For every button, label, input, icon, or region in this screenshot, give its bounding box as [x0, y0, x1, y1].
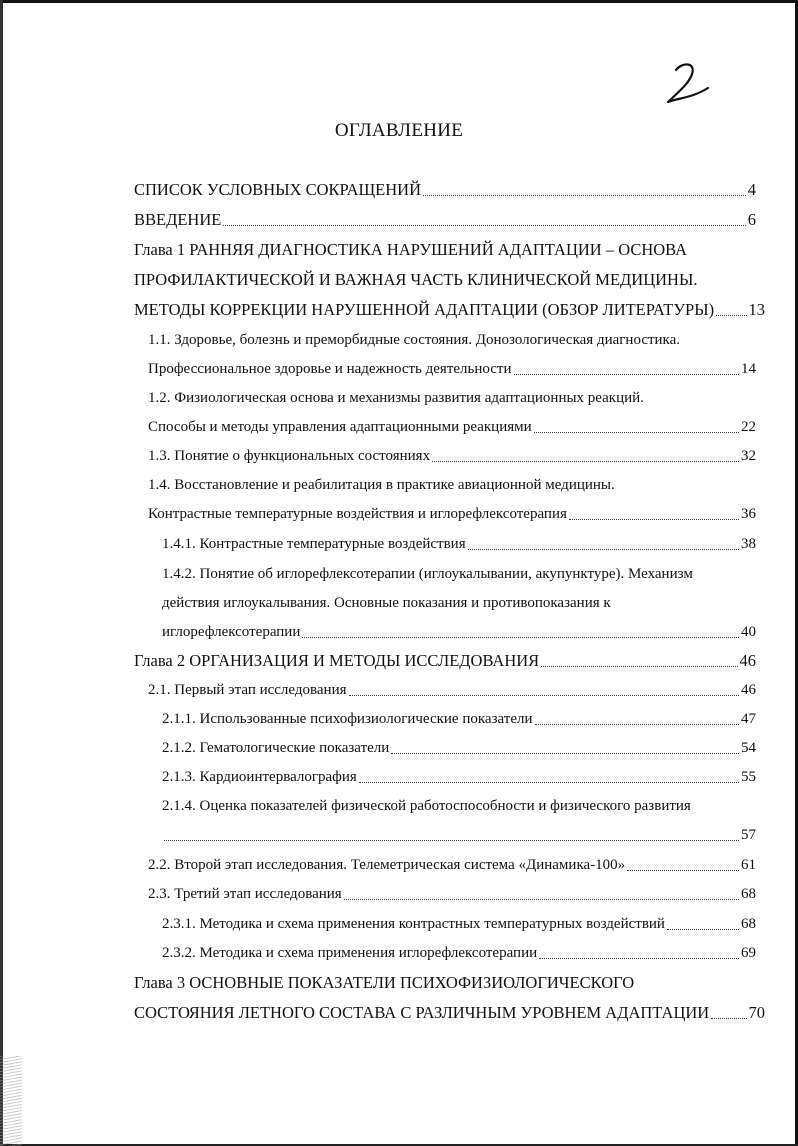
toc-entry-introduction: ВВЕДЕНИЕ 6: [134, 210, 756, 229]
toc-entry-1-4-line1: 1.4. Восстановление и реабилитация в практике авиационной медицины.: [148, 477, 615, 493]
leader-dots: [359, 781, 739, 783]
leader-dots: [716, 314, 746, 316]
leader-dots: [569, 518, 739, 520]
toc-entry-chapter3: СОСТОЯНИЯ ЛЕТНОГО СОСТАВА С РАЗЛИЧНЫМ УРОВНЕМ АДАПТАЦИИ 70: [134, 1003, 765, 1022]
leader-dots: [432, 460, 739, 462]
leader-dots: [344, 898, 739, 900]
leader-dots: [164, 839, 739, 841]
toc-entry-1-4: Контрастные температурные воздействия и иглорефлексотерапия 36: [148, 506, 756, 522]
scan-border-top: [0, 0, 798, 3]
handwritten-page-number: [662, 58, 714, 108]
leader-dots: [423, 194, 746, 196]
leader-dots: [711, 1017, 746, 1019]
toc-entry-2-2: 2.2. Второй этап исследования. Телеметрическая система «Динамика-100» 61: [148, 857, 756, 873]
toc-entry-2-1-4: 57: [162, 821, 756, 849]
leader-dots: [468, 548, 739, 550]
leader-dots: [534, 431, 739, 433]
page-title: ОГЛАВЛЕНИЕ: [334, 120, 464, 141]
toc-entry-2-1: 2.1. Первый этап исследования 46: [148, 682, 756, 698]
leader-dots: [539, 957, 739, 959]
scan-edge-noise: [0, 1056, 22, 1146]
leader-dots: [302, 636, 739, 638]
toc-entry-1-1-line1: 1.1. Здоровье, болезнь и преморбидные состояния. Донозологическая диагностика.: [148, 332, 681, 348]
toc-entry-2-1-4-line1: 2.1.4. Оценка показателей физической работоспособности и физического развития: [162, 798, 691, 814]
leader-dots: [514, 373, 740, 375]
toc-entry-2-3: 2.3. Третий этап исследования 68: [148, 886, 756, 902]
toc-entry-abbreviations: СПИСОК УСЛОВНЫХ СОКРАЩЕНИЙ 4: [134, 180, 756, 199]
toc-entry-2-1-3: 2.1.3. Кардиоинтервалография 55: [162, 769, 756, 785]
toc-entry-chapter1: МЕТОДЫ КОРРЕКЦИИ НАРУШЕННОЙ АДАПТАЦИИ (ОБЗОР ЛИТЕРАТУРЫ) 13: [134, 300, 765, 319]
toc-entry-2-1-1: 2.1.1. Использованные психофизиологические показатели 47: [162, 711, 756, 727]
leader-dots: [535, 723, 740, 725]
toc-entry-chapter3-line1: Глава 3 ОСНОВНЫЕ ПОКАЗАТЕЛИ ПСИХОФИЗИОЛОГИЧЕСКОГО: [134, 973, 635, 992]
toc-entry-2-3-1: 2.3.1. Методика и схема применения контрастных температурных воздействий 68: [162, 916, 756, 932]
toc-entry-chapter1-line2: ПРОФИЛАКТИЧЕСКОЙ И ВАЖНАЯ ЧАСТЬ КЛИНИЧЕСКОЙ МЕДИЦИНЫ.: [134, 270, 698, 289]
toc-entry-1-3: 1.3. Понятие о функциональных состояниях 32: [148, 448, 756, 464]
toc-entry-1-4-2: иглорефлексотерапии 40: [162, 624, 756, 640]
leader-dots: [667, 928, 739, 930]
toc-entry-chapter2: Глава 2 ОРГАНИЗАЦИЯ И МЕТОДЫ ИССЛЕДОВАНИЯ 46: [134, 651, 756, 670]
toc-entry-2-1-2: 2.1.2. Гематологические показатели 54: [162, 740, 756, 756]
leader-dots: [541, 665, 737, 667]
toc-entry-1-2: Способы и методы управления адаптационными реакциями 22: [148, 419, 756, 435]
toc-entry-1-4-2-line1: 1.4.2. Понятие об иглорефлексотерапии (иглоукалывании, акупунктуре). Механизм: [162, 566, 693, 582]
toc-entry-chapter1-line1: Глава 1 РАННЯЯ ДИАГНОСТИКА НАРУШЕНИЙ АДАПТАЦИИ – ОСНОВА: [134, 240, 688, 259]
leader-dots: [391, 752, 739, 754]
leader-dots: [223, 224, 745, 226]
toc-entry-2-3-2: 2.3.2. Методика и схема применения иглорефлексотерапии 69: [162, 945, 756, 961]
toc-entry-1-2-line1: 1.2. Физиологическая основа и механизмы развития адаптационных реакций.: [148, 390, 644, 406]
toc-entry-1-1: Профессиональное здоровье и надежность деятельности 14: [148, 361, 756, 377]
toc-entry-1-4-1: 1.4.1. Контрастные температурные воздействия 38: [162, 536, 756, 552]
scan-border-left: [0, 0, 3, 1146]
leader-dots: [349, 694, 739, 696]
leader-dots: [627, 869, 739, 871]
toc-entry-1-4-2-line2: действия иглоукалывания. Основные показания и противопоказания к: [162, 595, 611, 611]
